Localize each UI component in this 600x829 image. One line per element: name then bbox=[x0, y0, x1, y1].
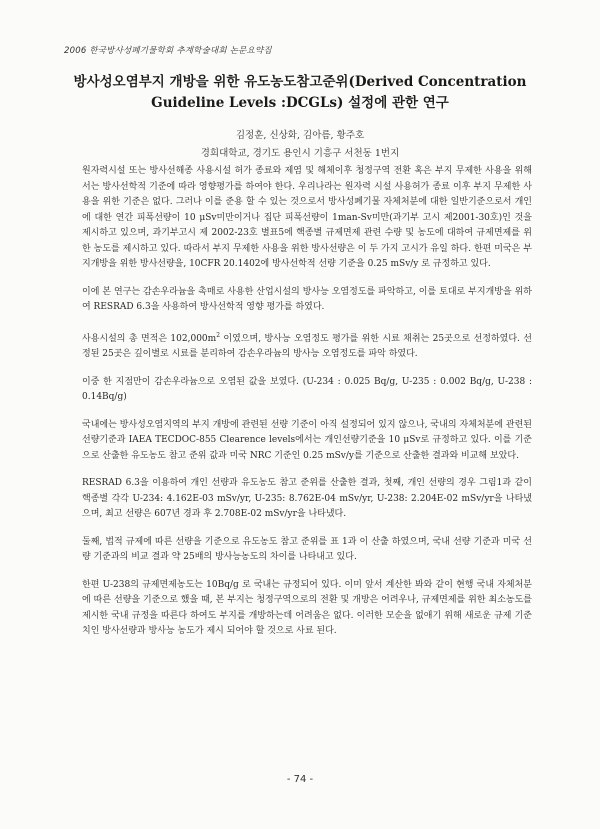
running-header: 2006 한국방사성폐기물학회 추계학술대회 논문요약집 bbox=[64, 46, 272, 56]
title-line-2: Guideline Levels :DCGLs) 설정에 관한 연구 bbox=[151, 95, 449, 111]
paragraph-3-start: 사용시설의 총 면적은 102,000m bbox=[82, 333, 217, 344]
paragraph-2: 이에 본 연구는 감손우라늄을 촉매로 사용한 산업시설의 방사능 오염정도를 파악하고, 이를 토대로 부지개방을 위하여 RESRAD 6.3을 사용하여 방사선학적 영향 평가를 하였다. bbox=[82, 286, 532, 312]
area-superscript: 2 bbox=[216, 331, 221, 339]
paragraph-4: 이중 한 지점만이 감손우라늄으로 오염된 값을 보였다. (U-234 : 0.025 Bq/g, U-235 : 0.002 Bq/g, U-238 : 0.14Bq/g) bbox=[82, 376, 532, 402]
paragraph-3 bbox=[82, 328, 532, 363]
paragraph-3-rest: 이였으며, 방사능 오염정도 평가를 위한 시료 채취는 25곳으로 선정하였다. 선정된 25곳은 깊이별로 시료를 분리하여 감손우라늄의 방사능 오염정도를 파악 하였다. bbox=[82, 333, 532, 359]
page-number: - 74 - bbox=[286, 774, 314, 785]
paper-title bbox=[40, 72, 560, 114]
paragraph-6: RESRAD 6.3을 이용하여 개인 선량과 유도농도 참고 준위를 산출한 결과, 첫째, 개인 선량의 경우 그림1과 같이 핵종별 각각 U-234: 4.162E-03 mSv/yr, U-235: 8.762E-04 mSv/yr, U-238: 2.204E-02 mSv/yr을 나타냈으며, 최고 선량은 607년 경과 후 2.708E-02 mSv/yr을 나타냈다. bbox=[82, 478, 532, 519]
author-affiliation: 경희대학교, 경기도 용인시 기흥구 서천동 1번지 bbox=[200, 148, 400, 159]
paragraph-5: 국내에는 방사성오염지역의 부지 개방에 관련된 선량 기준이 아직 설정되어 있지 않으나, 국내의 자체처분에 관련된 선량기준과 IAEA TECDOC-855 Clearence levels에서는 개인선량기준을 10 μSv로 규정하고 있다. 이를 기준으로 산출한 유도농도 참고 준위 값과 미국 NRC 기준인 0.25 mSv/y를 기준으로 산출한 결과와 비교해 보았다. bbox=[82, 419, 532, 461]
paragraph-7: 둘째, 법적 규제에 따른 선량을 기준으로 유도농도 참고 준위를 표 1과 이 산출 하였으며, 국내 선량 기준과 미국 선량 기준과의 비교 결과 약 25배의 방사능농도의 차이를 나타내고 있다. bbox=[82, 536, 532, 562]
author-names: 김정훈, 신상화, 김아름, 황주호 bbox=[235, 130, 365, 141]
abstract-body bbox=[82, 164, 532, 652]
paragraph-8: 한편 U-238의 규제면제농도는 10Bq/g 로 국내는 규정되어 있다. 이미 앞서 계산한 봐와 같이 현행 국내 자체처분에 따른 선량을 기준으로 했을 때, 본 부지는 청정구역으로의 전환 및 개방은 어려우나, 규제면제를 위한 최소농도를 제시한 국내 규정을 따른다 하여도 부지를 개방하는데 어려움은 없다. 이러한 모순을 없애기 위해 새로운 규제 기준치인 방사선량과 방사능 농도가 제시 되어야 할 것으로 사료 된다. bbox=[82, 579, 532, 636]
title-line-1: 방사성오염부지 개방을 위한 유도농도참고준위(Derived Concentration bbox=[73, 74, 527, 90]
author-block bbox=[40, 127, 560, 163]
paragraph-1: 원자력시설 또는 방사선해종 사용시설 허가 종료와 제염 및 해체이후 청정구역 전환 혹은 부지 무제한 사용을 위해서는 방사선학적 기준에 따라 영향평가를 하여야 한다. 우리나라는 원자력 시설 사용허가 종료 이후 부지 무제한 사용을 위한 기준은 없다. 그러나 이를 준용 할 수 있는 것으로서 방사성폐기물 자체처분에 대한 일반기준으로서 개인에 대한 연간 피폭선량이 10 μSv미만이거나 집단 피폭선량이 1man-Sv미만(과기부 고시 제2001-30호)인 것을 제시하고 있으며, 과기부고시 제 2002-23호 별표5에 핵종별 규제면제 관련 수량 및 농도에 대하여 규제면제를 위한 농도를 제시하고 있다. 따라서 부지 무제한 사용을 위한 방사선량은 이 두 가지 고시가 유일 하다. 한편 미국은 부지개방을 위한 방사선량을, 10CFR 20.1402에 방사선학적 선량 기준을 0.25 mSv/y 로 규정하고 있다. bbox=[82, 166, 532, 269]
